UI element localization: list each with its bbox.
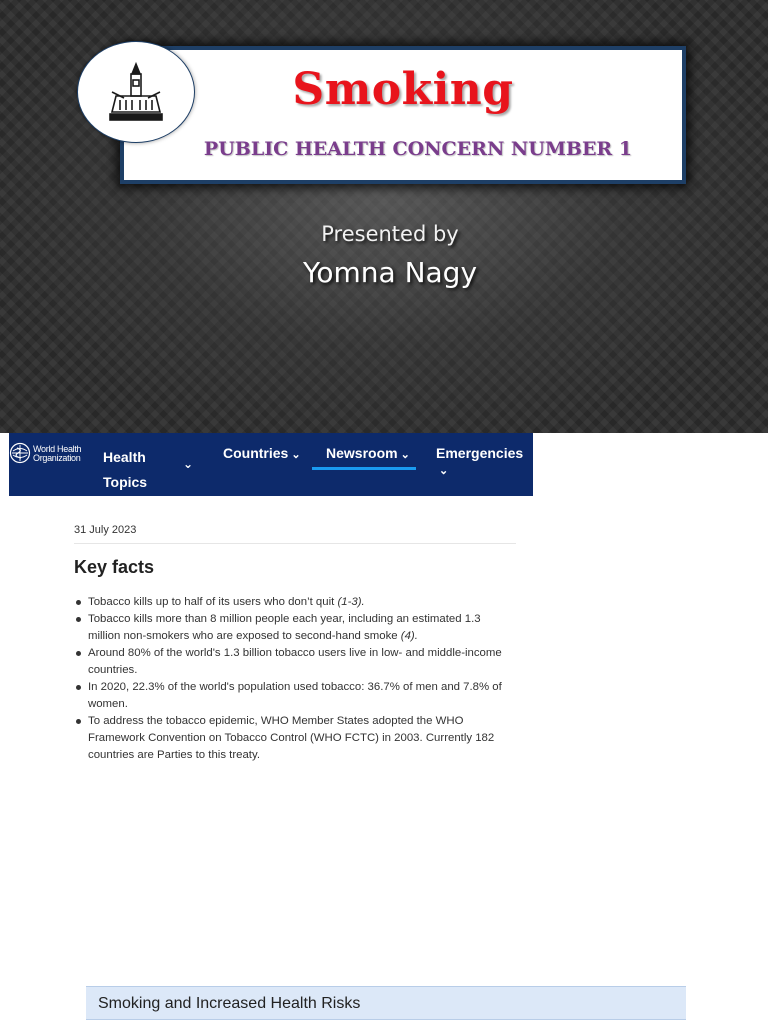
university-tower-icon <box>102 58 170 126</box>
list-item <box>74 611 514 645</box>
fact-text: Tobacco kills up to half of its users who don’t quit <box>88 596 338 608</box>
active-nav-indicator <box>312 467 416 470</box>
nav-countries[interactable] <box>223 445 301 461</box>
nav-countries-label: Countries <box>223 445 289 461</box>
nav-newsroom[interactable] <box>326 445 410 461</box>
divider <box>74 543 516 544</box>
chevron-down-icon: ⌄ <box>439 465 449 477</box>
chevron-down-icon: ⌄ <box>291 449 301 461</box>
nav-emergencies[interactable] <box>436 445 533 477</box>
fact-text: Tobacco kills more than 8 million people each year, including an estimated 1.3 million non-smokers who are exposed to second-hand smoke <box>88 613 481 642</box>
slide-title: Smoking <box>292 64 514 115</box>
list-item <box>74 713 514 764</box>
fact-text: Around 80% of the world's 1.3 billion tobacco users live in low- and middle-income countries. <box>88 647 502 676</box>
fact-text: To address the tobacco epidemic, WHO Member States adopted the WHO Framework Convention on Tobacco Control (WHO FCTC) in 2003. Currently 182 countries are Parties to this treaty. <box>88 715 495 761</box>
nav-emergencies-label: Emergencies <box>436 445 524 461</box>
fact-text: In 2020, 22.3% of the world's population used tobacco: 36.7% of men and 7.8% of women. <box>88 681 502 710</box>
presented-by-label: Presented by <box>321 222 459 246</box>
who-emblem-icon <box>9 442 31 464</box>
who-org-name: World Health Organization <box>33 444 82 463</box>
nav-newsroom-label: Newsroom <box>326 445 398 461</box>
university-logo <box>77 41 195 143</box>
key-facts-heading: Key facts <box>74 557 155 577</box>
key-facts-list <box>74 594 514 764</box>
list-item <box>74 645 514 679</box>
who-logo[interactable] <box>9 442 89 464</box>
section-title: Smoking and Increased Health Risks <box>98 995 361 1012</box>
section-header-bar <box>86 986 686 1020</box>
title-slide <box>0 0 768 433</box>
list-item <box>74 594 514 611</box>
chevron-down-icon: ⌄ <box>400 449 410 461</box>
nav-health-topics[interactable]: Health Topics <box>103 449 148 490</box>
slide-subtitle: PUBLIC HEALTH CONCERN NUMBER 1 <box>203 138 633 160</box>
fact-reference[interactable]: (4). <box>400 630 418 642</box>
presenter-name: Yomna Nagy <box>302 256 478 289</box>
list-item <box>74 679 514 713</box>
fact-reference[interactable]: (1-3). <box>337 596 365 608</box>
who-nav-bar <box>9 433 533 496</box>
chevron-down-icon[interactable]: ⌄ <box>183 457 194 471</box>
article-date: 31 July 2023 <box>74 524 137 536</box>
